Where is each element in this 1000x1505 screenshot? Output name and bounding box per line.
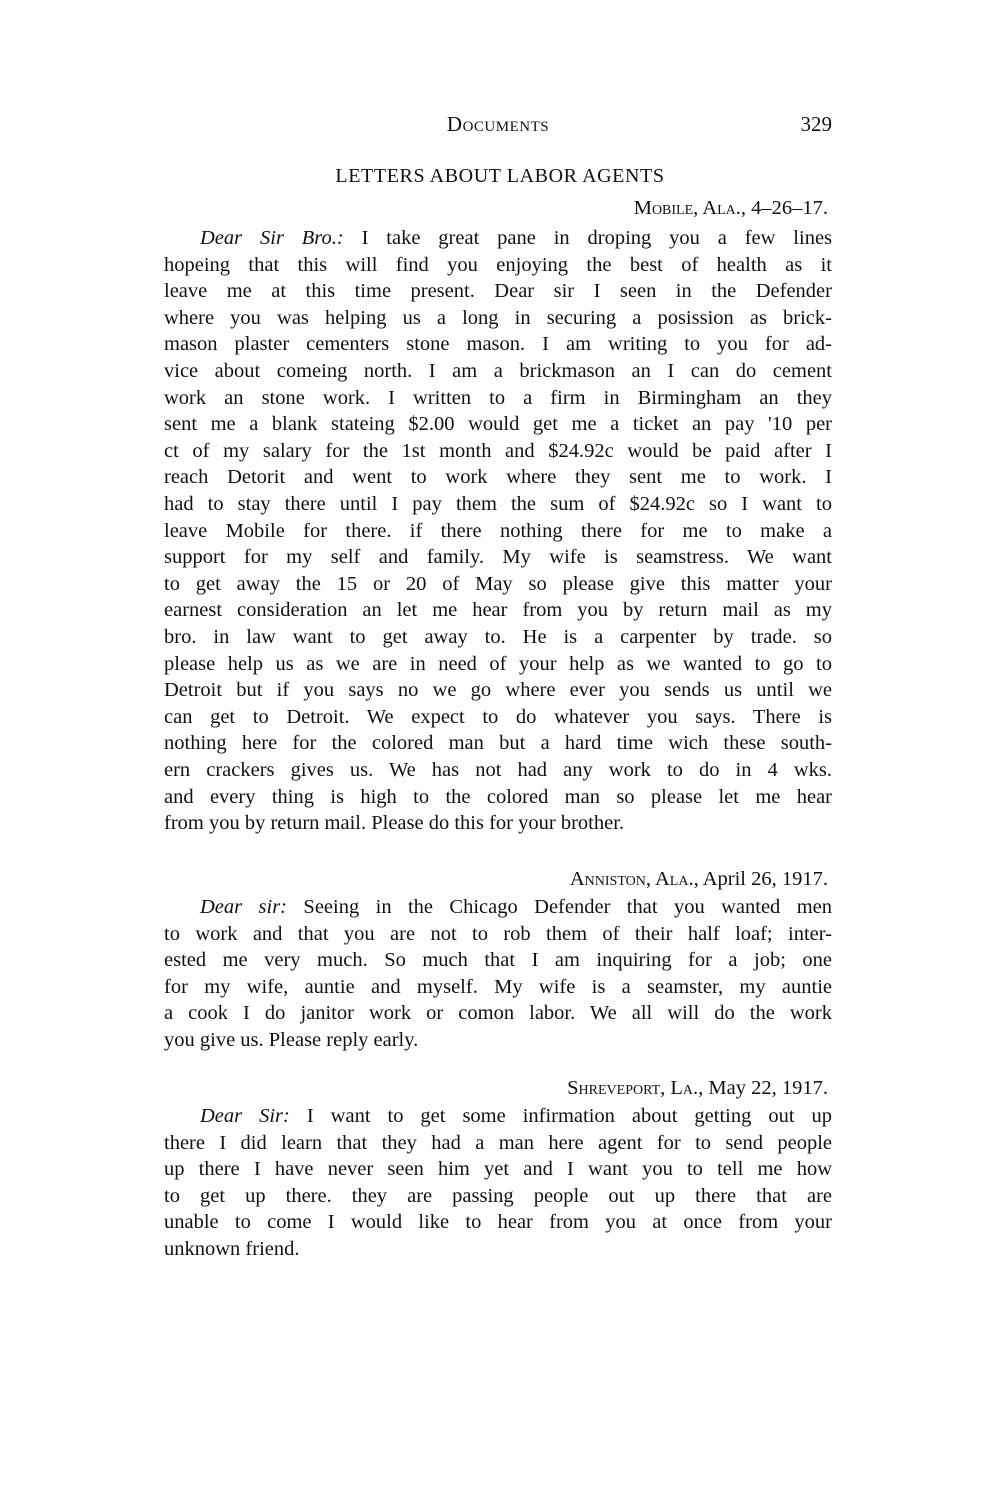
line-text: I want to get some infirmation about getting out up — [306, 1105, 833, 1127]
line-text: Detroit but if you says no we go where ever you sends us until we — [164, 679, 832, 702]
line-text: can get to Detroit. We expect to do whatever you says. There is — [164, 705, 832, 728]
line-text: unknown friend. — [164, 1238, 300, 1260]
line-text: to work and that you are not to rob them of their half loaf; inter- — [164, 922, 832, 945]
body-line — [164, 544, 832, 570]
body-line — [164, 1209, 832, 1235]
body-line — [164, 331, 832, 357]
section-title: LETTERS ABOUT LABOR AGENTS — [335, 165, 665, 187]
body-line — [164, 464, 832, 490]
line-text: and every thing is high to the colored man so please let me hear — [164, 785, 832, 808]
body-line — [164, 651, 832, 677]
body-line — [164, 921, 832, 947]
dateline-date: April 26, 1917. — [698, 868, 828, 890]
line-text: sent me a blank stateing $2.00 would get me a ticket an pay '10 per — [164, 413, 832, 436]
body-line — [164, 784, 832, 810]
line-text: leave me at this time present. Dear sir I seen in the Defender — [164, 280, 832, 303]
line-text: work an stone work. I written to a firm in Birmingham an they — [164, 386, 832, 409]
letter-dateline — [164, 868, 828, 891]
body-line — [164, 252, 832, 278]
body-line — [164, 1156, 832, 1182]
salutation: Dear Sir Bro.: — [200, 227, 344, 249]
body-line — [164, 491, 832, 517]
line-text: nothing here for the colored man but a hard time wich these south- — [164, 732, 832, 755]
line-text: vice about comeing north. I am a brickmason an I can do cement — [164, 360, 832, 382]
page-number: 329 — [800, 112, 832, 136]
body-line — [164, 1130, 832, 1156]
body-line — [164, 278, 832, 304]
dateline-place: Shreveport, La., — [567, 1077, 704, 1099]
running-head — [164, 112, 832, 136]
body-line — [164, 597, 832, 623]
body-line — [164, 1000, 832, 1026]
body-line — [164, 624, 832, 650]
line-text: a cook I do janitor work or comon labor. We all will do the work — [164, 1002, 832, 1025]
line-text: ct of my salary for the 1st month and $24.92c would be paid after I — [164, 439, 832, 462]
body-line — [164, 571, 832, 597]
line-text: where you was helping us a long in securing a posission as brick- — [164, 306, 832, 329]
body-line — [164, 358, 832, 384]
dateline-place: Anniston, Ala., — [569, 868, 699, 890]
line-text: Seeing in the Chicago Defender that you wanted men — [303, 896, 832, 918]
body-line — [164, 438, 832, 464]
dateline-date: 4–26–17. — [746, 197, 828, 219]
body-line — [164, 974, 832, 1000]
line-text: from you by return mail. Please do this for your brother. — [164, 812, 625, 835]
line-text: I take great pane in droping you a few lines — [361, 227, 833, 249]
letter-dateline — [164, 1077, 828, 1100]
line-text: earnest consideration an let me hear from you by return mail as my — [164, 599, 832, 622]
line-text: to get away the 15 or 20 of May so please give this matter your — [164, 572, 832, 595]
salutation: Dear sir: — [200, 896, 288, 918]
body-line — [164, 704, 832, 730]
line-text: please help us as we are in need of your help as we wanted to go to — [164, 652, 832, 675]
body-line — [164, 757, 832, 783]
body-line — [164, 894, 832, 920]
salutation: Dear Sir: — [200, 1105, 290, 1127]
body-line — [164, 411, 832, 437]
line-text: hopeing that this will find you enjoying the best of health as it — [164, 253, 832, 276]
body-line — [164, 385, 832, 411]
running-title: Documents — [446, 112, 550, 136]
line-text: mason plaster cementers stone mason. I am writing to you for ad- — [164, 333, 832, 356]
body-line — [164, 677, 832, 703]
body-line — [164, 518, 832, 544]
body-line — [164, 810, 832, 836]
line-text: for my wife, auntie and myself. My wife is a seamster, my auntie — [164, 975, 832, 998]
body-line — [164, 305, 832, 331]
line-text: unable to come I would like to hear from you at once from your — [164, 1211, 832, 1234]
dateline-date: May 22, 1917. — [703, 1077, 828, 1099]
body-line — [164, 1027, 832, 1053]
line-text: ested me very much. So much that I am inquiring for a job; one — [164, 949, 832, 972]
letter-dateline — [164, 197, 828, 220]
line-text: support for my self and family. My wife is seamstress. We want — [164, 546, 832, 569]
line-text: had to stay there until I pay them the sum of $24.92c so I want to — [164, 493, 832, 515]
body-line — [164, 225, 832, 251]
line-text: bro. in law want to get away to. He is a carpenter by trade. so — [164, 626, 832, 648]
dateline-place: Mobile, Ala., — [633, 197, 746, 219]
body-line — [164, 730, 832, 756]
body-line — [164, 1103, 832, 1129]
body-line — [164, 947, 832, 973]
line-text: reach Detorit and went to work where they sent me to work. I — [164, 466, 832, 489]
line-text: to get up there. they are passing people out up there that are — [164, 1184, 832, 1207]
line-text: leave Mobile for there. if there nothing there for me to make a — [164, 519, 832, 542]
body-line — [164, 1236, 832, 1262]
line-text: ern crackers gives us. We has not had any work to do in 4 wks. — [164, 759, 832, 781]
line-text: you give us. Please reply early. — [164, 1029, 419, 1051]
line-text: up there I have never seen him yet and I want you to tell me how — [164, 1158, 832, 1181]
body-line — [164, 1183, 832, 1209]
line-text: there I did learn that they had a man here agent for to send people — [164, 1131, 832, 1154]
